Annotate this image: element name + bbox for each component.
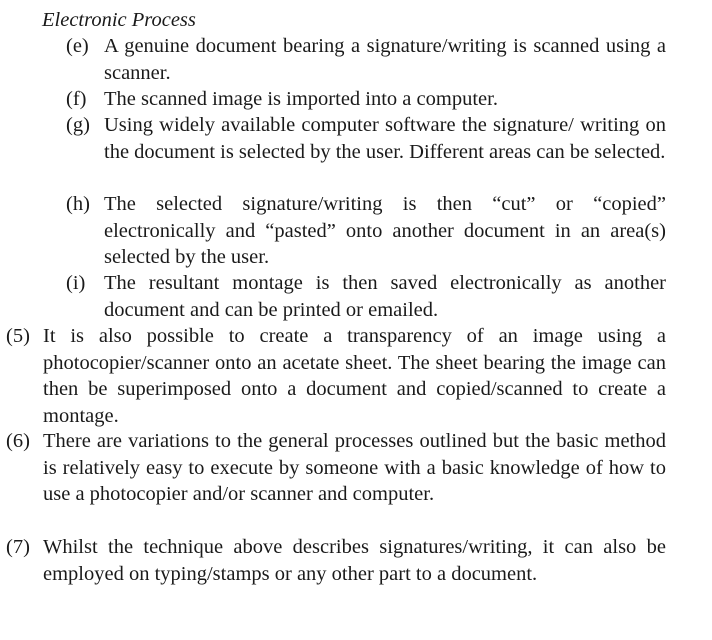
list-item-i bbox=[66, 270, 666, 323]
list-item-f bbox=[66, 86, 666, 113]
list-item-5 bbox=[6, 323, 666, 429]
item-marker: (h) bbox=[66, 193, 90, 215]
item-text: Using widely available computer software the signature/ writing on the document is selected by the user. Different areas can be selected. bbox=[104, 114, 666, 163]
item-text: It is also possible to create a transparency of an image using a photocopier/scanner onto an acetate sheet. The sheet bearing the image can then be superimposed onto a document and copied/scanned to create a montage. bbox=[43, 325, 666, 427]
section-heading: Electronic Process bbox=[42, 9, 196, 31]
item-marker: (i) bbox=[66, 272, 86, 294]
list-item-6 bbox=[6, 428, 666, 508]
list-item-7 bbox=[6, 534, 666, 587]
item-marker: (5) bbox=[6, 325, 30, 347]
item-text: There are variations to the general processes outlined but the basic method is relatively easy to execute by someone with a basic knowledge of how to use a photocopier and/or scanner and computer. bbox=[43, 430, 666, 505]
item-marker: (g) bbox=[66, 114, 90, 136]
item-marker: (7) bbox=[6, 536, 30, 558]
list-item-e bbox=[66, 33, 666, 86]
item-marker: (6) bbox=[6, 430, 30, 452]
item-marker: (f) bbox=[66, 88, 87, 110]
item-text: A genuine document bearing a signature/writing is scanned using a scanner. bbox=[104, 35, 666, 84]
list-item-g bbox=[66, 112, 666, 165]
list-item-h bbox=[66, 191, 666, 271]
item-marker: (e) bbox=[66, 35, 89, 57]
item-text: The selected signature/writing is then “cut” or “copied” electronically and “pasted” onto another document in an area(s) selected by the user. bbox=[104, 193, 666, 268]
item-text: Whilst the technique above describes signatures/writing, it can also be employed on typing/stamps or any other part to a document. bbox=[43, 536, 666, 585]
item-text: The resultant montage is then saved electronically as another document and can be printed or emailed. bbox=[104, 272, 666, 321]
item-text: The scanned image is imported into a computer. bbox=[104, 88, 498, 110]
